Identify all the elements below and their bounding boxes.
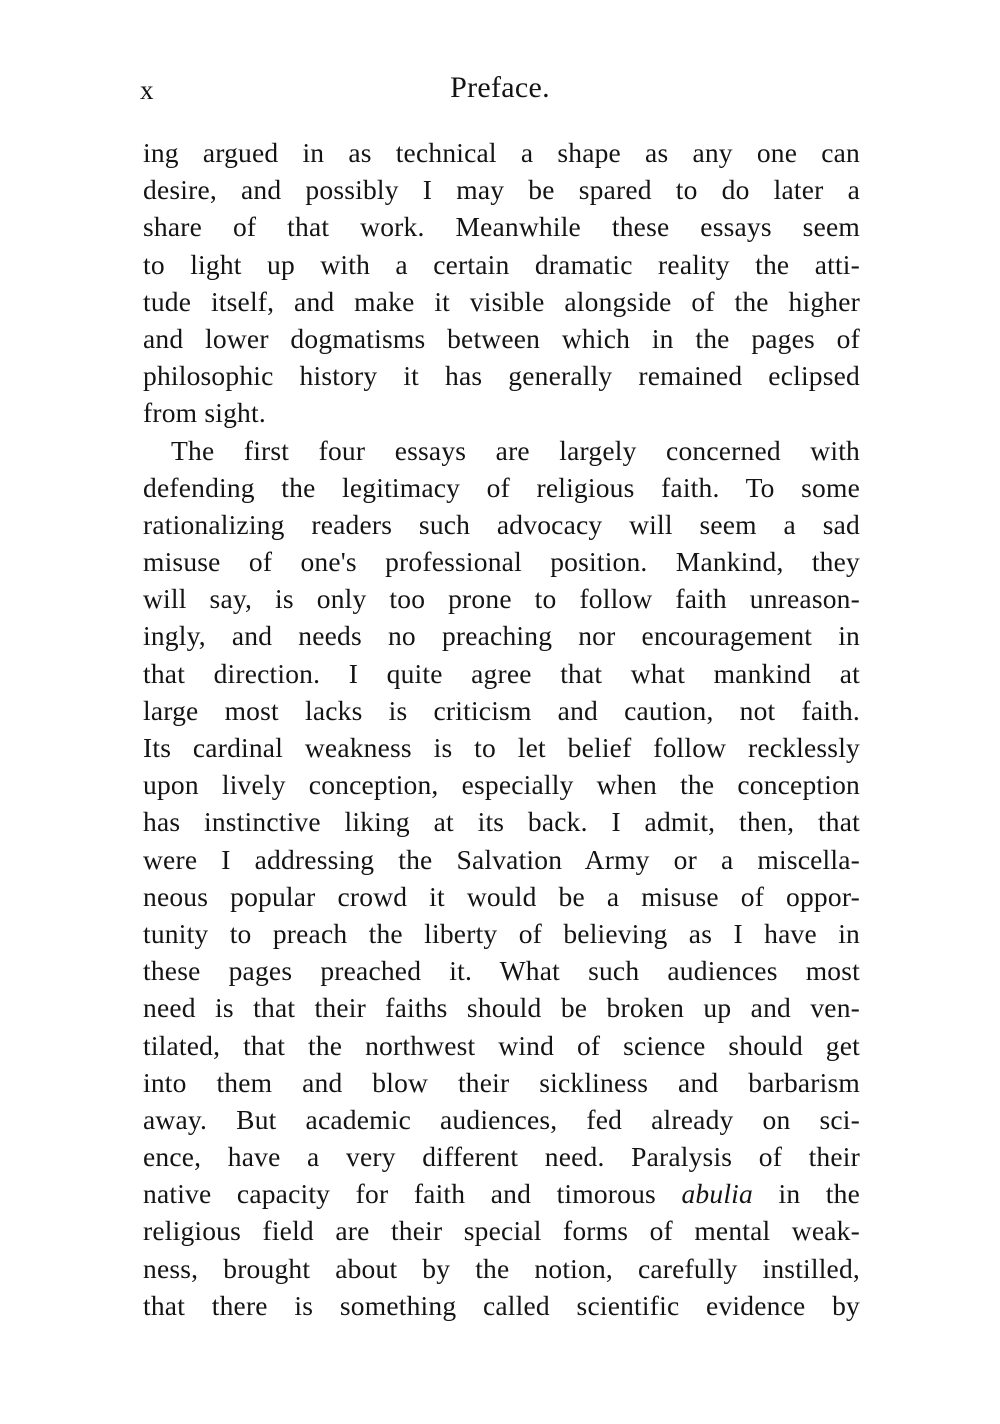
text-line: from sight. (143, 397, 266, 429)
text-line: ingly, and needs no preaching nor encouragement in (143, 620, 860, 652)
text-line: tunity to preach the liberty of believing as I have in (143, 917, 860, 949)
text-line: away. But academic audiences, fed already on sci- (143, 1103, 860, 1135)
text-line: desire, and possibly I may be spared to do later a (143, 174, 860, 206)
text-line: defending the legitimacy of religious faith. To some (143, 471, 860, 503)
text-line: that there is something called scientific evidence by (143, 1289, 860, 1321)
text-line: religious field are their special forms of mental weak- (143, 1215, 860, 1247)
text-line: upon lively conception, especially when the conception (143, 769, 860, 801)
text-line: has instinctive liking at its back. I admit, then, that (143, 806, 860, 838)
text-line: to light up with a certain dramatic reality the atti- (143, 248, 860, 280)
text-line: share of that work. Meanwhile these essays seem (143, 211, 860, 243)
paragraph-continuation (143, 134, 860, 432)
text-line: into them and blow their sickliness and barbarism (143, 1066, 860, 1098)
text-line: will say, is only too prone to follow faith unreason- (143, 583, 860, 615)
text-line-with-italic (143, 1175, 860, 1212)
text-line: ing argued in as technical a shape as any one can (143, 137, 860, 168)
text-line: The first four essays are largely concerned with (171, 434, 860, 466)
text-line: need is that their faiths should be broken up and ven- (143, 992, 860, 1024)
page-number: x (140, 75, 154, 105)
text-line: and lower dogmatisms between which in the pages of (143, 322, 860, 354)
text-line: philosophic history it has generally remained eclipsed (143, 360, 860, 392)
text-line: Its cardinal weakness is to let belief follow recklessly (143, 732, 860, 763)
text-segment: native capacity for faith and timorous (143, 1178, 682, 1210)
page-title: Preface. (450, 71, 550, 104)
text-line: neous popular crowd it would be a misuse of oppor- (143, 880, 860, 912)
text-line: ness, brought about by the notion, carefully instilled, (143, 1252, 860, 1284)
text-line: ence, have a very different need. Paralysis of their (143, 1141, 860, 1173)
body-text (143, 134, 860, 1324)
text-line: misuse of one's professional position. Mankind, they (143, 546, 860, 578)
text-line: large most lacks is criticism and caution, not faith. (143, 694, 860, 726)
text-line: rationalizing readers such advocacy will seem a sad (143, 508, 860, 540)
text-line: tude itself, and make it visible alongside of the higher (143, 285, 860, 317)
paragraph (143, 432, 860, 1325)
running-head (140, 70, 860, 110)
text-line: that direction. I quite agree that what mankind at (143, 657, 860, 689)
text-line: tilated, that the northwest wind of science should get (143, 1029, 860, 1061)
text-line: these pages preached it. What such audiences most (143, 955, 860, 987)
text-segment: in the (752, 1178, 860, 1210)
text-line: were I addressing the Salvation Army or a miscella- (143, 843, 860, 875)
italic-term: abulia (681, 1178, 753, 1210)
